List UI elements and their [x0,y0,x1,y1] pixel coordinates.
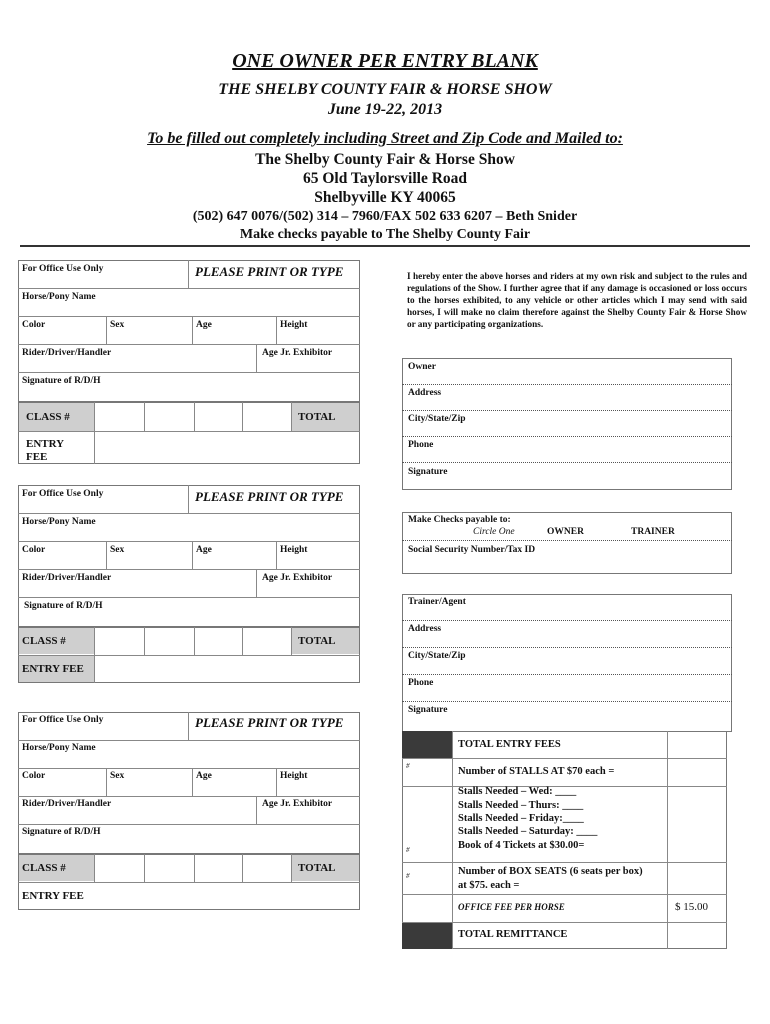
agreement-text: I hereby enter the above horses and riders at my own risk and subject to the rules and regulations of the Show. I further agree that if any damage is occasioned or loss occurs to the horses exhibited, to any vehicle or other articles which I may send with said horses, I will make no claim therefore against the Shelby County Fair & Horse Show or any participating organizations. [407,271,747,329]
office-fee-label: OFFICE FEE PER HORSE [458,902,565,912]
horse-name-field[interactable]: Horse/Pony Name [22,292,96,302]
mail-name: The Shelby County Fair & Horse Show [255,151,515,168]
trainer-signature-field[interactable]: Signature [408,705,448,715]
entry-fee-field[interactable]: ENTRY FEE [22,663,84,675]
horse-name-field[interactable]: Horse/Pony Name [22,517,96,527]
stalls-count-label: Number of STALLS AT $70 each = [458,766,615,777]
color-field[interactable]: Color [22,771,46,781]
stalls-saturday-field[interactable]: Stalls Needed – Saturday: ____ [458,826,598,837]
owner-city-field[interactable]: City/State/Zip [408,414,466,424]
box-seats-label: Number of BOX SEATS (6 seats per box) [458,866,643,877]
class-number-field[interactable]: CLASS # [22,862,66,874]
owner-phone-field[interactable]: Phone [408,440,434,450]
class-number-field[interactable]: CLASS # [22,635,66,647]
mail-instruction: To be filled out completely including Street and Zip Code and Mailed to: [147,130,623,147]
office-use-label: For Office Use Only [22,489,104,499]
sex-field[interactable]: Sex [110,771,125,781]
checks-payable-line: Make checks payable to The Shelby County Fair [239,227,531,242]
age-field[interactable]: Age [196,771,212,781]
entry-fee-label-top: ENTRY [26,438,65,450]
office-use-label: For Office Use Only [22,715,104,725]
box-seats-price: at $75. each = [458,880,520,891]
payee-owner-option[interactable]: OWNER [547,527,584,537]
circle-one-label: Circle One [473,527,515,537]
total-remittance-label: TOTAL REMITTANCE [458,929,568,940]
stalls-thurs-field[interactable]: Stalls Needed – Thurs: ____ [458,800,584,811]
signature-rdh-field[interactable]: Signature of R/D/H [22,827,101,837]
height-field[interactable]: Height [280,320,308,330]
sex-field[interactable]: Sex [110,545,125,555]
rider-field[interactable]: Rider/Driver/Handler [22,573,112,583]
office-use-label: For Office Use Only [22,264,104,274]
age-jr-exhibitor-field[interactable]: Age Jr. Exhibitor [262,348,333,358]
sex-field[interactable]: Sex [110,320,125,330]
trainer-phone-field[interactable]: Phone [408,678,434,688]
signature-rdh-field[interactable]: Signature of R/D/H [24,601,103,611]
entry-fee-label-bottom[interactable]: FEE [26,451,48,463]
horse-name-field[interactable]: Horse/Pony Name [22,743,96,753]
stalls-wed-field[interactable]: Stalls Needed – Wed: ____ [458,786,577,797]
total-field[interactable]: TOTAL [298,635,336,647]
height-field[interactable]: Height [280,771,308,781]
total-field[interactable]: TOTAL [298,411,336,423]
print-type-heading: PLEASE PRINT OR TYPE [195,715,344,730]
age-jr-exhibitor-field[interactable]: Age Jr. Exhibitor [262,799,333,809]
trainer-address-field[interactable]: Address [408,624,442,634]
owner-signature-field[interactable]: Signature [408,467,448,477]
tickets-count-marker: # [406,846,410,854]
total-field[interactable]: TOTAL [298,862,336,874]
header-divider [20,245,750,247]
print-type-heading: PLEASE PRINT OR TYPE [195,489,344,504]
rider-field[interactable]: Rider/Driver/Handler [22,348,112,358]
age-field[interactable]: Age [196,320,212,330]
print-type-heading: PLEASE PRINT OR TYPE [195,264,344,279]
event-dates: June 19-22, 2013 [327,101,443,118]
ssn-tax-id-field[interactable]: Social Security Number/Tax ID [408,545,536,555]
payable-title: Make Checks payable to: [408,515,511,525]
owner-field[interactable]: Owner [408,362,436,372]
color-field[interactable]: Color [22,320,46,330]
trainer-agent-field[interactable]: Trainer/Agent [408,597,466,607]
mail-city: Shelbyville KY 40065 [314,189,456,206]
age-field[interactable]: Age [196,545,212,555]
color-field[interactable]: Color [22,545,46,555]
height-field[interactable]: Height [280,545,308,555]
owner-box [402,358,732,490]
stalls-count-marker: # [406,762,410,770]
class-number-field[interactable]: CLASS # [26,411,70,423]
tickets-label: Book of 4 Tickets at $30.00= [458,840,585,851]
form-title: ONE OWNER PER ENTRY BLANK [232,50,538,72]
box-seats-count-marker: # [406,872,410,880]
entry-fee-field[interactable]: ENTRY FEE [22,890,84,902]
event-name: THE SHELBY COUNTY FAIR & HORSE SHOW [218,81,552,98]
mail-street: 65 Old Taylorsville Road [302,170,468,187]
owner-address-field[interactable]: Address [408,388,442,398]
trainer-box [402,594,732,732]
rider-field[interactable]: Rider/Driver/Handler [22,799,112,809]
stalls-friday-field[interactable]: Stalls Needed – Friday:____ [458,813,584,824]
office-fee-value: $ 15.00 [675,901,708,913]
payee-trainer-option[interactable]: TRAINER [631,527,675,537]
signature-rdh-field[interactable]: Signature of R/D/H [22,376,101,386]
age-jr-exhibitor-field[interactable]: Age Jr. Exhibitor [262,573,333,583]
trainer-city-field[interactable]: City/State/Zip [408,651,466,661]
phone-fax-line: (502) 647 0076/(502) 314 – 7960/FAX 502 633 6207 – Beth Snider [192,209,578,224]
total-entry-fees-label: TOTAL ENTRY FEES [458,739,561,750]
